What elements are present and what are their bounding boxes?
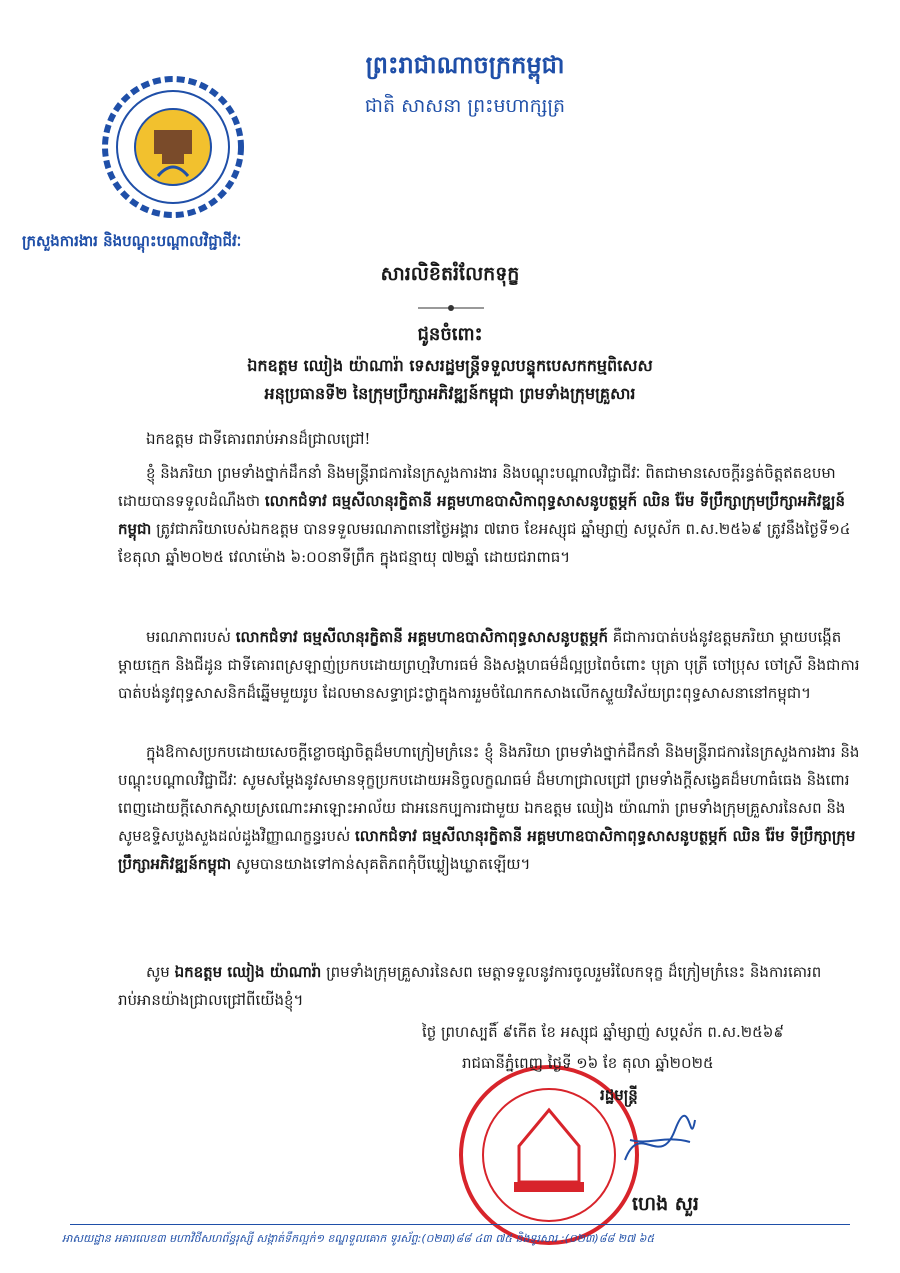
ministry-name: ក្រសួងការងារ និងបណ្តុះបណ្តាលវិជ្ជាជីវៈ xyxy=(22,232,242,250)
signatory-role: រដ្ឋមន្ត្រី xyxy=(600,1086,638,1104)
handwritten-signature xyxy=(620,1100,700,1180)
footer-address: អាសយដ្ឋាន អគារលេខ៣ មហាវិថីសហព័ន្ធរុស្សី សង្កាត់ទឹកល្អក់១ ខណ្ឌទួលគោក ទូរស័ព្ទ:(០២៣)៨៨ ៤៣ ៧៥ និងទូរសារ :(០២៣)៨៨ ២៧ ៦៥ xyxy=(62,1232,655,1245)
signatory-name: ហេង សួរ xyxy=(632,1193,699,1215)
paragraph-3: ក្នុងឱកាសប្រកបដោយសេចក្តីខ្លោចផ្សាចិត្តដ៏មហាក្រៀមក្រំនេះ ខ្ញុំ និងភរិយា ព្រមទាំងថ្នាក់ដឹកនាំ និងមន្ត្រីរាជការនៃក្រសួងការងារ និងបណ្តុះបណ្តាលវិជ្ជាជីវៈ សូមសម្តែងនូវសមានទុក្ខប្រកបដោយអនិច្ចលក្ខណធម៌ ដ៏មហាជ្រាលជ្រៅ ព្រមទាំងក្តីសង្វេគដ៏មហាធំធេង និងពោរពេញដោយក្តីសោកស្តាយស្រណោះអាឡោះអាល័យ ជាអនេកប្បការជាមួយ ឯកឧត្តម ឈៀង យ៉ាណារ៉ា ព្រមទាំងក្រុមគ្រួសារនៃសព និងសូមឧទ្ទិសបួងសួងដល់ដួងវិញ្ញាណក្ខន្ធរបស់ លោកជំទាវ ធម្មសីលានុរក្ខិតានី អគ្គមហាឧបាសិកាពុទ្ធសាសនូបត្ថម្ភក៍ ឈិន រ៉ែម ទីប្រឹក្សាក្រុមប្រឹក្សាអភិវឌ្ឍន៍កម្ពុជា សូមបានយាងទៅកាន់សុគតិភពកុំបីឃ្លៀងឃ្លាតឡើយ។ xyxy=(118,743,860,873)
paragraph-2: មរណភាពរបស់ លោកជំទាវ ធម្មសីលានុរក្ខិតានី អគ្គមហាឧបាសិកាពុទ្ធសាសនូបត្ថម្ភក៍ គឺជាការបាត់បង់នូវឧត្តមភរិយា ម្តាយបង្កើត ម្តាយក្មេក និងជីដូន ជាទីគោរពស្រឡាញ់ប្រកបដោយព្រហ្មវិហារធម៌ និងសង្គហធម៌ដ៏ល្អប្រពៃចំពោះ បុត្រា បុត្រី ចៅប្រុស ចៅស្រី និងជាការបាត់បង់នូវពុទ្ធសាសនិកដ៏ឆ្នើមមួយរូប ដែលមានសទ្ធាជ្រះថ្លាក្នុងការរួមចំណែកកសាងលើកស្ទួយវិស័យព្រះពុទ្ធសាសនានៅកម្ពុជា។ xyxy=(118,628,860,702)
kingdom-heading: ព្រះរាជាណាចក្រកម្ពុជា xyxy=(365,50,565,79)
lunar-date: ថ្ងៃ ព្រហស្បតិ៍ ៩កើត ខែ អស្សុជ ឆ្នាំម្សាញ់ សប្តស័ក ព.ស.២៥៦៩ xyxy=(422,1023,784,1041)
solar-date: រាជធានីភ្នំពេញ ថ្ងៃទី ១៦ ខែ តុលា ឆ្នាំ២០២៥ xyxy=(462,1054,714,1072)
footer-divider xyxy=(70,1224,850,1225)
national-motto: ជាតិ សាសនា ព្រះមហាក្សត្រ xyxy=(364,95,566,117)
recipient-line-1: ឯកឧត្តម ឈៀង យ៉ាណារ៉ា ទេសរដ្ឋមន្ត្រីទទួលបន្ទុកបេសកកម្មពិសេស xyxy=(247,356,653,375)
salutation: ឯកឧត្តម ជាទីគោរពរាប់អានដ៏ជ្រាលជ្រៅ! xyxy=(146,430,371,448)
ministry-logo xyxy=(102,76,244,218)
document-title: សារលិខិតរំលែកទុក្ខ xyxy=(380,263,520,285)
paragraph-1: ខ្ញុំ និងភរិយា ព្រមទាំងថ្នាក់ដឹកនាំ និងមន្ត្រីរាជការនៃក្រសួងការងារ និងបណ្តុះបណ្តាលវិជ្ជាជីវៈ ពិតជាមានសេចក្តីរន្ធត់ចិត្តឥតឧបមាដោយបានទទួលដំណឹងថា លោកជំទាវ ធម្មសីលានុរក្ខិតានី អគ្គមហាឧបាសិកាពុទ្ធសាសនូបត្ថម្ភក៍ ឈិន រ៉ែម ទីប្រឹក្សាក្រុមប្រឹក្សាអភិវឌ្ឍន៍កម្ពុជា ត្រូវជាភរិយាបេស់ឯកឧត្តម បានទទួលមរណភាពនៅថ្ងៃអង្គារ ៧រោច ខែអស្សុជ ឆ្នាំម្សាញ់ សប្តស័ក ព.ស.២៥៦៩ ត្រូវនឹងថ្ងៃទី១៤ ខែតុលា ឆ្នាំ២០២៥ វេលាម៉ោង ៦:០០នាទីព្រឹក ក្នុងជន្មាយុ ៧២ឆ្នាំ ដោយជរាពាធ។ xyxy=(118,464,851,566)
recipient-to: ជូនចំពោះ xyxy=(417,324,483,345)
paragraph-4: សូម ឯកឧត្តម ឈៀង យ៉ាណារ៉ា ព្រមទាំងក្រុមគ្រួសារនៃសព មេត្តាទទួលនូវការចូលរួមរំលែកទុក្ខ ដ៏ក្រៀមក្រំនេះ និងការគោរពរាប់អានយ៉ាងជ្រាលជ្រៅពីយើងខ្ញុំ។ xyxy=(118,963,822,1009)
recipient-line-2: អនុប្រធានទី២ នៃក្រុមប្រឹក្សាអភិវឌ្ឍន៍កម្ពុជា ព្រមទាំងក្រុមគ្រួសារ xyxy=(264,384,636,403)
title-ornament xyxy=(418,298,484,308)
